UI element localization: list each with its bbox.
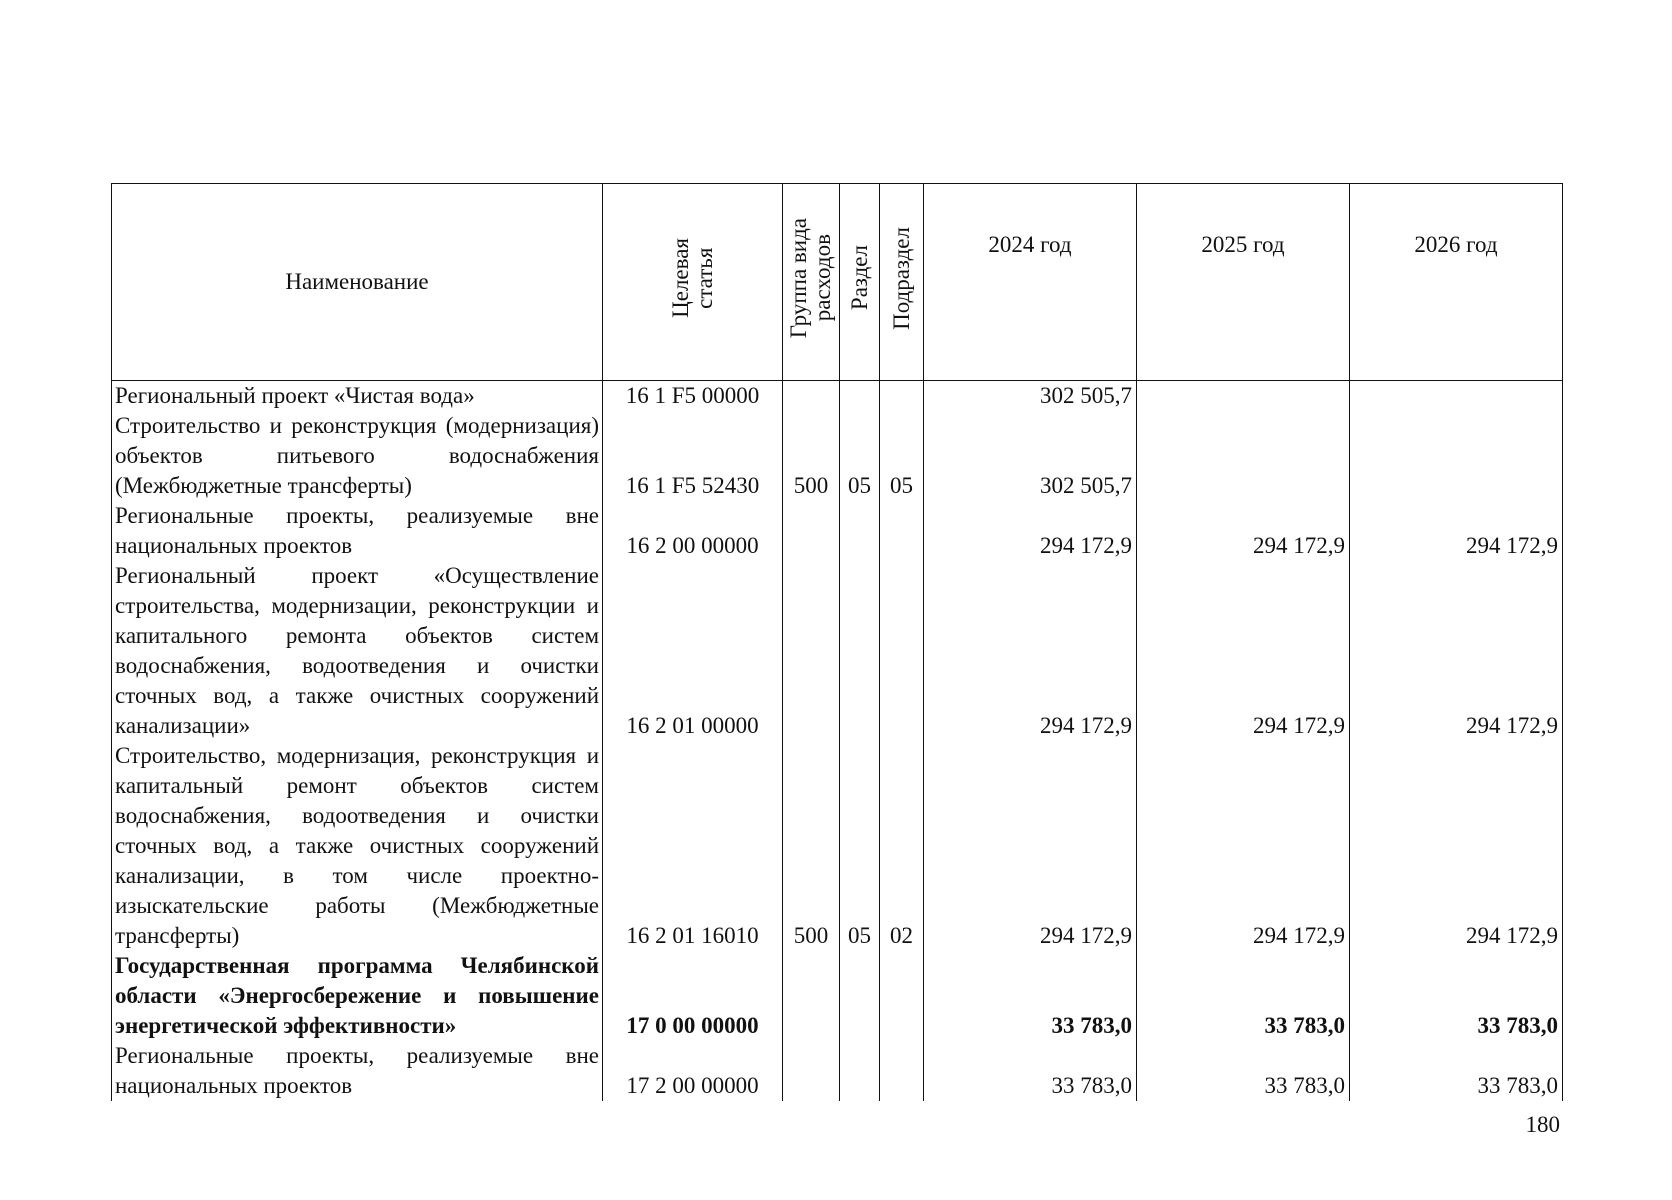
row-expense-group-cell: 500	[783, 411, 840, 501]
row-expense-group-cell: 500	[783, 741, 840, 951]
row-section-cell	[840, 951, 880, 1041]
header-expense-group: Группа вида расходов	[783, 184, 840, 381]
row-name-cell: Строительство и реконструкция (модернизация) объектов питьевого водоснабжения (Межбюджетные трансферты)	[112, 411, 603, 501]
row-2025-amount: 294 172,9	[1137, 501, 1350, 561]
table-row	[112, 1041, 1563, 1101]
row-target-article-cell: 16 2 01 00000	[603, 561, 783, 741]
row-target-article-cell: 17 0 00 00000	[603, 951, 783, 1041]
row-target-article-cell: 17 2 00 00000	[603, 1041, 783, 1101]
row-expense-group-cell	[783, 381, 840, 412]
row-2025-amount	[1137, 411, 1350, 501]
row-2025-amount: 294 172,9	[1137, 561, 1350, 741]
header-year-2024: 2024 год	[924, 184, 1137, 381]
row-target-article-cell: 16 2 00 00000	[603, 501, 783, 561]
row-subsection-cell	[880, 381, 924, 412]
row-subsection-cell	[880, 951, 924, 1041]
row-target-article-cell: 16 1 F5 52430	[603, 411, 783, 501]
header-year-2025: 2025 год	[1137, 184, 1350, 381]
header-year-2026: 2026 год	[1350, 184, 1563, 381]
row-2026-amount: 294 172,9	[1350, 741, 1563, 951]
header-name: Наименование	[112, 184, 603, 381]
table-row	[112, 561, 1563, 741]
row-subsection-cell	[880, 561, 924, 741]
row-2026-amount: 33 783,0	[1350, 1041, 1563, 1101]
row-target-article-cell: 16 2 01 16010	[603, 741, 783, 951]
row-2026-amount	[1350, 411, 1563, 501]
table-body	[112, 381, 1563, 1102]
row-name-cell: Региональные проекты, реализуемые вне национальных проектов	[112, 501, 603, 561]
row-section-cell: 05	[840, 741, 880, 951]
row-2024-amount: 302 505,7	[924, 411, 1137, 501]
row-2024-amount: 33 783,0	[924, 951, 1137, 1041]
budget-table	[111, 183, 1563, 1101]
row-subsection-cell: 02	[880, 741, 924, 951]
row-2024-amount: 294 172,9	[924, 561, 1137, 741]
table-row	[112, 501, 1563, 561]
row-section-cell	[840, 1041, 880, 1101]
row-target-article-cell: 16 1 F5 00000	[603, 381, 783, 412]
row-name-cell: Региональный проект «Осуществление строительства, модернизации, реконструкции и капитального ремонта объектов систем водоснабжения, водоотведения и очистки сточных вод, а также очистных сооружений канализации»	[112, 561, 603, 741]
row-name-cell: Региональные проекты, реализуемые вне национальных проектов	[112, 1041, 603, 1101]
row-2026-amount	[1350, 381, 1563, 412]
page-number: 180	[1525, 1112, 1560, 1137]
row-2024-amount: 302 505,7	[924, 381, 1137, 412]
header-target-article: Целевая статья	[603, 184, 783, 381]
row-name-cell: Строительство, модернизация, реконструкция и капитальный ремонт объектов систем водоснабжения, водоотведения и очистки сточных вод, а также очистных сооружений канализации, в том числе проектно-изыскательские работы (Межбюджетные трансферты)	[112, 741, 603, 951]
row-name-cell: Государственная программа Челябинской области «Энергосбережение и повышение энергетической эффективности»	[112, 951, 603, 1041]
table-row	[112, 951, 1563, 1041]
row-2026-amount: 294 172,9	[1350, 501, 1563, 561]
row-2026-amount: 294 172,9	[1350, 561, 1563, 741]
row-expense-group-cell	[783, 561, 840, 741]
table-row	[112, 381, 1563, 412]
table-row	[112, 411, 1563, 501]
row-2024-amount: 294 172,9	[924, 741, 1137, 951]
row-subsection-cell: 05	[880, 411, 924, 501]
row-2024-amount: 33 783,0	[924, 1041, 1137, 1101]
row-expense-group-cell	[783, 951, 840, 1041]
row-expense-group-cell	[783, 501, 840, 561]
row-2024-amount: 294 172,9	[924, 501, 1137, 561]
row-expense-group-cell	[783, 1041, 840, 1101]
row-section-cell	[840, 381, 880, 412]
row-2025-amount: 33 783,0	[1137, 1041, 1350, 1101]
row-section-cell	[840, 501, 880, 561]
row-name-cell: Региональный проект «Чистая вода»	[112, 381, 603, 412]
row-2026-amount: 33 783,0	[1350, 951, 1563, 1041]
row-section-cell	[840, 561, 880, 741]
row-2025-amount	[1137, 381, 1350, 412]
row-subsection-cell	[880, 501, 924, 561]
row-section-cell: 05	[840, 411, 880, 501]
header-subsection: Подраздел	[880, 184, 924, 381]
table-header-row	[112, 184, 1563, 381]
row-2025-amount: 294 172,9	[1137, 741, 1350, 951]
row-subsection-cell	[880, 1041, 924, 1101]
header-section: Раздел	[840, 184, 880, 381]
table-row	[112, 741, 1563, 951]
row-2025-amount: 33 783,0	[1137, 951, 1350, 1041]
